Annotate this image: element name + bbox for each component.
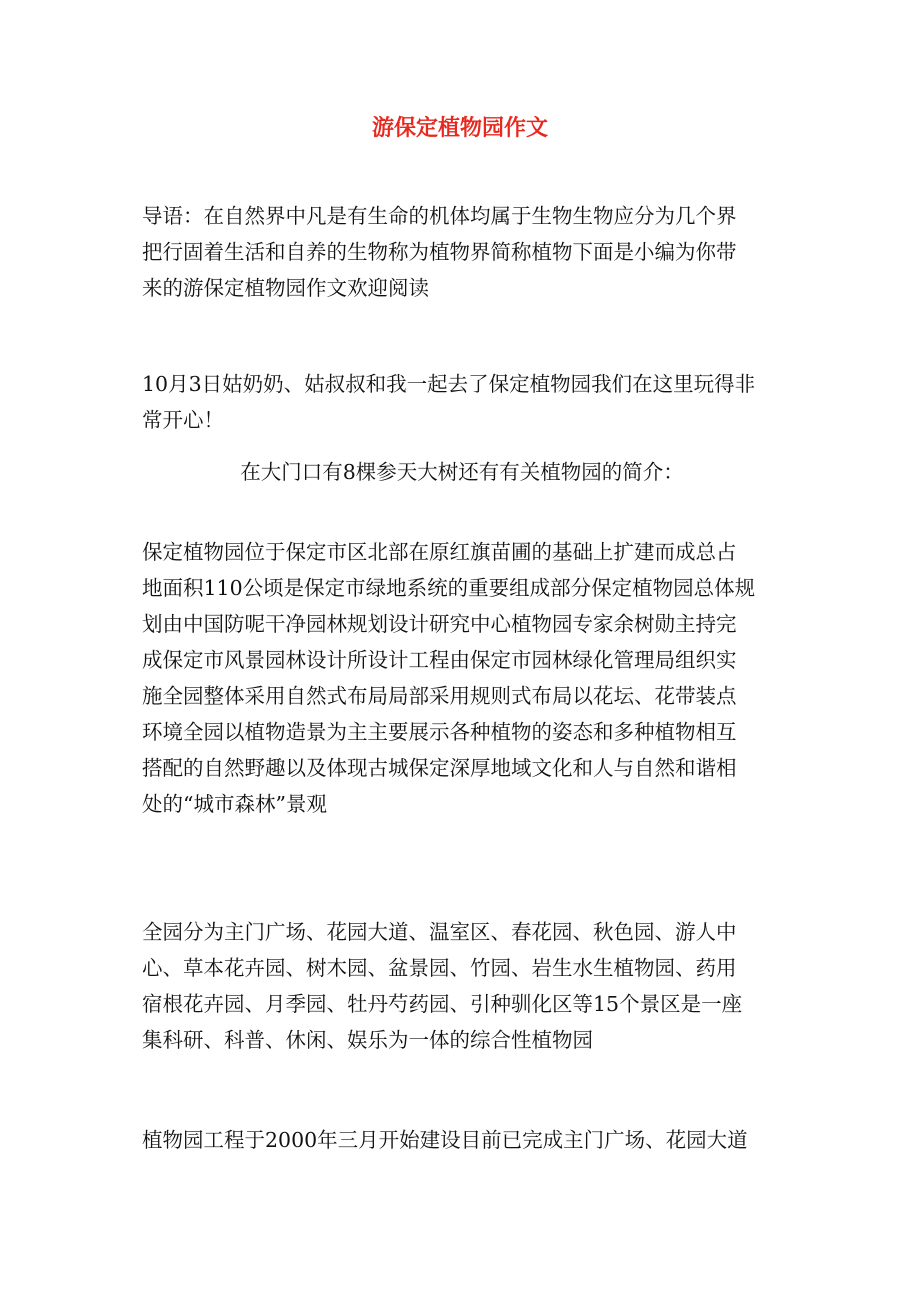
text-line: 划由中国防呢干净园林规划设计研究中心植物园专家余树勋主持完 (142, 612, 737, 636)
text-line: 保定植物园位于保定市区北部在原红旗苗圃的基础上扩建而成总占 (142, 540, 737, 564)
paragraph-5 (142, 1122, 782, 1158)
text-line: 来的游保定植物园作文欢迎阅读 (142, 276, 429, 300)
text-line: 10月3日姑奶奶、姑叔叔和我一起去了保定植物园我们在这里玩得非 (142, 372, 756, 396)
text-line: 地面积110公顷是保定市绿地系统的重要组成部分保定植物园总体规 (142, 576, 756, 600)
paragraph-1 (142, 366, 782, 438)
paragraph-3 (142, 534, 782, 822)
text-line: 把行固着生活和自养的生物称为植物界简称植物下面是小编为你带 (142, 240, 737, 264)
paragraph-4 (142, 914, 782, 1058)
intro-paragraph (142, 198, 782, 306)
text-line: 常开心！ (142, 408, 224, 432)
text-line: 植物园工程于2000年三月开始建设目前已完成主门广场、花园大道 (142, 1128, 748, 1152)
text-line: 心、草本花卉园、树木园、盆景园、竹园、岩生水生植物园、药用 (142, 956, 737, 980)
text-line: 施全园整体采用自然式布局局部采用规则式布局以花坛、花带装点 (142, 684, 737, 708)
text-line: 宿根花卉园、月季园、牡丹芍药园、引种驯化区等15个景区是一座 (142, 992, 743, 1016)
text-line: 处的“城市森林”景观 (142, 792, 327, 816)
document-title: 游保定植物园作文 (371, 115, 548, 141)
text-line: 搭配的自然野趣以及体现古城保定深厚地域文化和人与自然和谐相 (142, 756, 737, 780)
text-line: 导语：在自然界中凡是有生命的机体均属于生物生物应分为几个界 (142, 204, 737, 228)
paragraph-2-centered: 在大门口有8棵参天大树还有有关植物园的简介： (240, 460, 684, 484)
text-line: 成保定市风景园林设计所设计工程由保定市园林绿化管理局组织实 (142, 648, 737, 672)
text-line: 全园分为主门广场、花园大道、温室区、春花园、秋色园、游人中 (142, 920, 737, 944)
text-line: 集科研、科普、休闲、娱乐为一体的综合性植物园 (142, 1028, 593, 1052)
text-line: 环境全园以植物造景为主主要展示各种植物的姿态和多种植物相互 (142, 720, 737, 744)
